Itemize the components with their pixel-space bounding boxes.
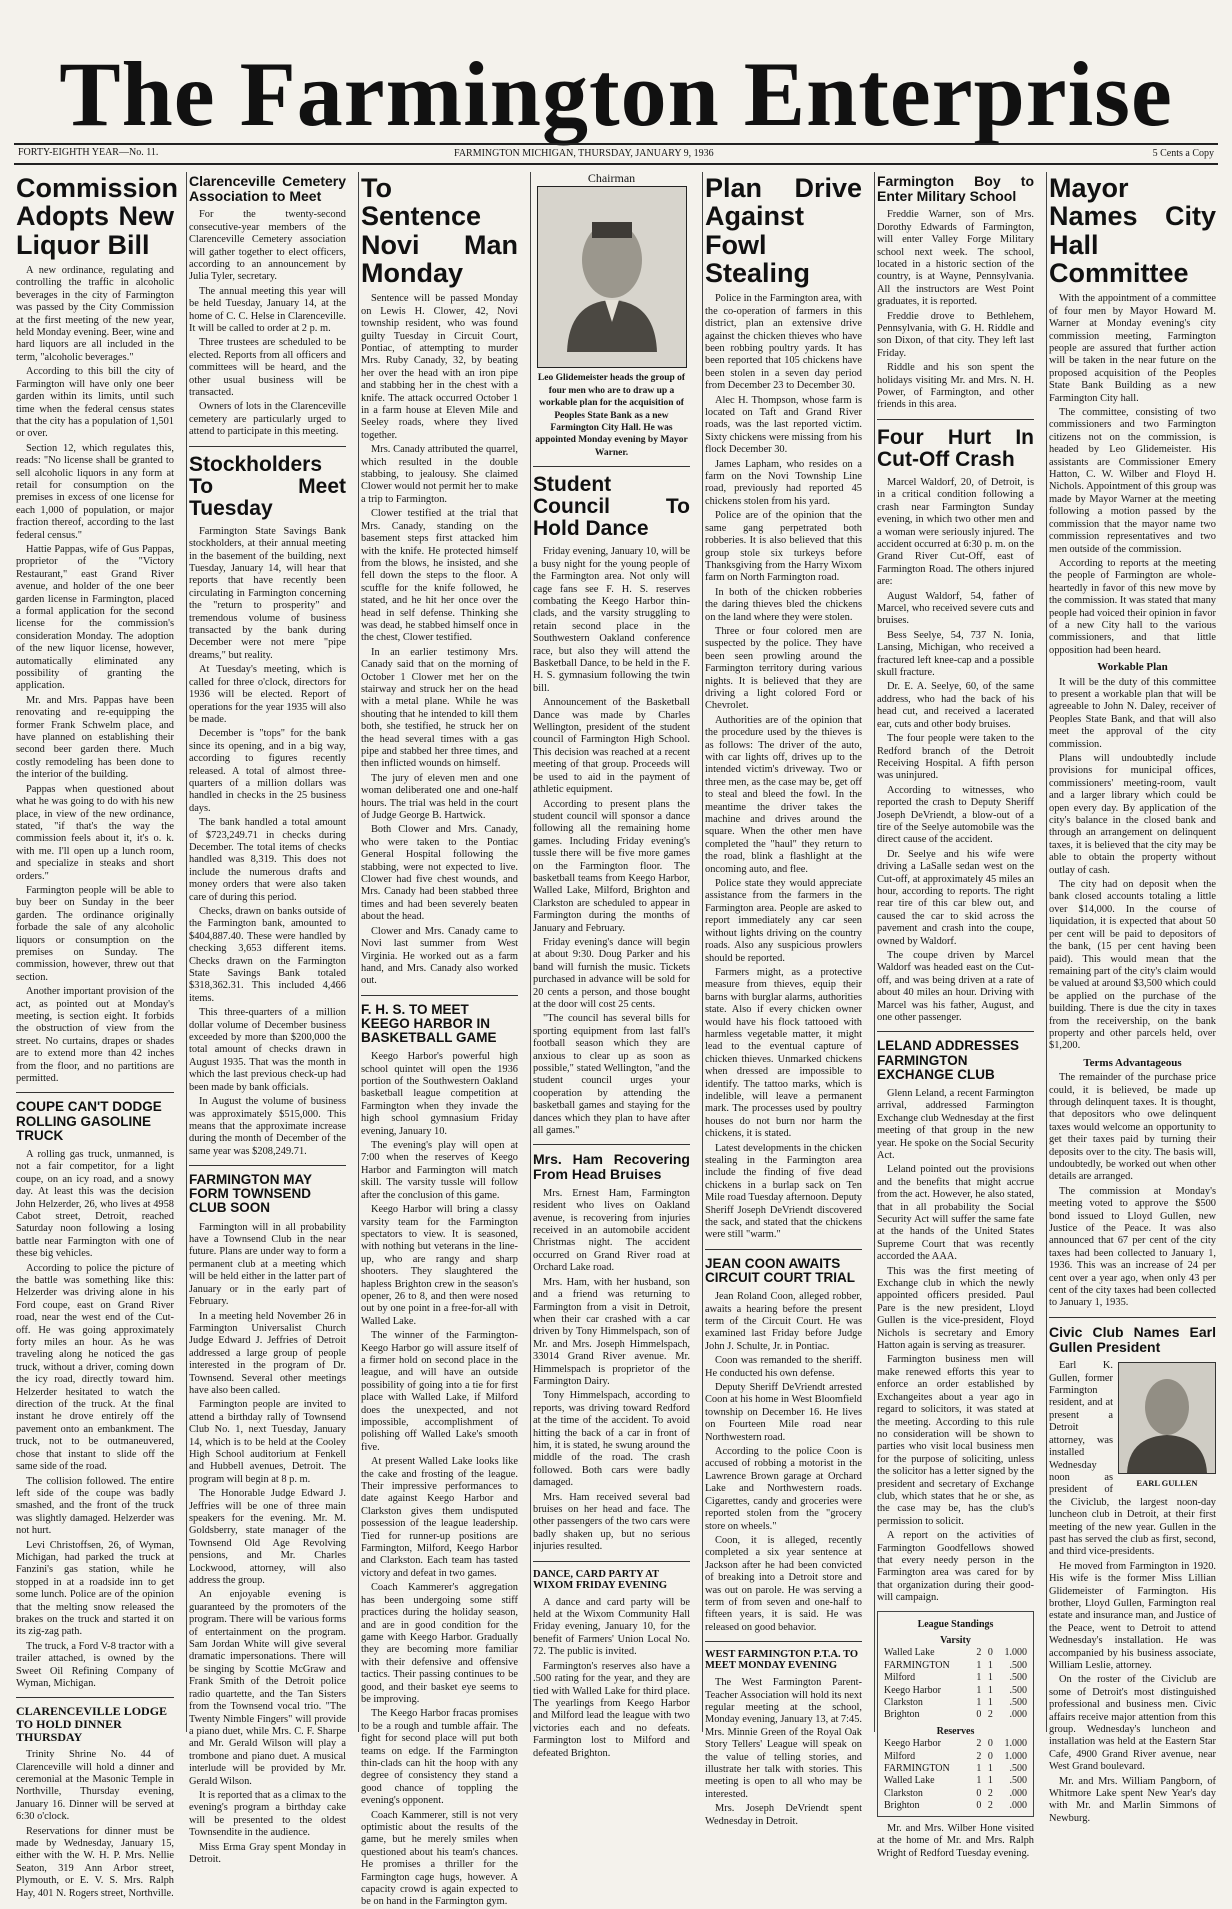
paragraph: In August the volume of business was approximately $515,000. This means that the approximate increase during the month of December of the same year was $208,249.71.	[189, 1096, 346, 1157]
paragraph: Trinity Shrine No. 44 of Clarenceville will hold a dinner and ceremonial at the Masonic Temple in Northville, Thursday evening, January 16. Dinner will be served at 6:30 o'clock.	[16, 1749, 174, 1823]
paragraph: A new ordinance, regulating and controlling the traffic in alcoholic beverages in the city of Farmington was passed by the City Commission at the first meeting of the new year, held Monday evening. Beer, wine and hard liquors are all included in the term, "alcoholic beverages."	[16, 265, 174, 363]
price: 5 Cents a Copy	[1152, 148, 1214, 159]
headline-cutoff-crash: Four Hurt In Cut-Off Crash	[877, 425, 1034, 471]
team-stat: 1	[976, 1672, 982, 1684]
paragraph: The collision followed. The entire left side of the coupe was badly smashed, and the front of the truck was slightly damaged. Helzerder was not hurt.	[16, 1475, 174, 1537]
paragraph: Latest developments in the chicken stealing in the Farmington area include the finding of five dead chickens in a burlap sack on Ten Mile road Tuesday afternoon. Deputy Sheriff Joseph DeVriendt discovered the sack, and stated that the chickens were still "warm."	[705, 1142, 862, 1241]
standings-row	[882, 1709, 1029, 1721]
paragraph: Mr. and Mrs. Pappas have been renovating and re-equipping the former Frank Schwelm place, and have planned on establishing their second beer garden there. Much costly remodeling has been done to the interior of the building.	[16, 694, 174, 781]
team-stat: 2	[987, 1709, 993, 1721]
team-stat: 2	[976, 1750, 982, 1762]
standings-row	[882, 1800, 1029, 1812]
team-stat: 0	[976, 1709, 982, 1721]
paragraph: For the twenty-second consecutive-year members of the Clarenceville Cemetery association will gather together to elect officers, according to an announcement by Julia Tyler, secretary.	[189, 209, 346, 283]
article-body	[361, 293, 518, 987]
paragraph: Mrs. Ham, with her husband, son and a friend was returning to Farmington from a visit in Detroit, when their car crashed with a car driven by Tony Himmelspach, son of Mr. and Mrs. Joseph Himmelspach, 33014 Grand River avenue. Mr. Himmelspach is proprietor of the Farmington Dairy.	[533, 1276, 690, 1387]
standings-row	[882, 1685, 1029, 1697]
standings-varsity-label: Varsity	[940, 1635, 971, 1647]
team-stat: 0	[976, 1800, 982, 1812]
headline-civic-club: Civic Club Names Earl Gullen President	[1049, 1323, 1216, 1355]
paragraph: Keego Harbor's powerful high school quintet will open the 1936 portion of the Southwestern Oakland basketball league competition at Farmington when they invade the high school gymnasium Friday evening, January 10.	[361, 1051, 518, 1137]
paragraph: With the appointment of a committee of four men by Mayor Howard M. Warner at Monday evening's city commission meeting, Farmington people are assured that further action will be taken in the near future on the proposed acquisition of the Peoples State Bank Building as a new Farmington City hall.	[1049, 293, 1216, 404]
standings-title: League Standings	[917, 1618, 994, 1630]
paragraph: Jean Roland Coon, alleged robber, awaits a hearing before the present term of the Circuit Court. He was examined last Friday before Judge John J. Schulte, Jr. in Pontiac.	[705, 1291, 862, 1352]
divider	[16, 1697, 174, 1698]
paragraph: The winner of the Farmington-Keego Harbor go will assure itself of a firmer hold on second place in the league, and will have an outside possibility of going into a tie for first place with Walled Lake, if Milford does the unexpected, and not impossible, accomplishment of polishing off Walled Lake's smooth five.	[361, 1330, 518, 1453]
headline-townsend: FARMINGTON MAY FORM TOWNSEND CLUB SOON	[189, 1172, 312, 1216]
article-body	[877, 477, 1034, 1024]
column-1	[14, 172, 179, 1899]
paragraph: At Tuesday's meeting, which is called for three o'clock, directors for 1936 will be elected. Report of operations for the year 1935 will also be made.	[189, 664, 346, 725]
article-body	[705, 1291, 862, 1634]
paragraph: A report on the activities of Farmington Goodfellows showed that every needy person in the Farmington area was cared for by that organization during their good-will campaign.	[877, 1530, 1034, 1604]
paragraph: Section 12, which regulates this, reads: "No license shall be granted to sell alcoholic liquors in any form at retail for consumption on the premises in excess of one license for each 1,000 of population, or major fraction thereof, according to the last federal census."	[16, 442, 174, 541]
team-name: Clarkston	[884, 1697, 923, 1709]
team-stat: 1	[976, 1659, 982, 1671]
gullen-photo	[1118, 1362, 1216, 1474]
divider	[533, 1144, 690, 1145]
paragraph: According to the police Coon is accused of robbing a motorist in the Lawrence Brown garage at Orchard Lake and Northwestern roads. Cigarettes, candy and groceries were reported stolen from the "grocery store on wheels."	[705, 1446, 862, 1532]
paragraph: The city had on deposit when the bank closed accounts totaling a little over $14,000. In the course of liquidation, it is expected that about 50 per cent will be paid to depositors of the bank, (15 per cent having been paid). This would mean that the remaining part of the city's claim would be valued at around $3,500 which could be applied on the purchase of the building. There is due the city in taxes from the receivership, on the bank property and other parcels held, over $1,200.	[1049, 879, 1216, 1052]
headline-cemetery: Clarenceville Cemetery Association to Meet	[189, 173, 346, 204]
paragraph: Farmington business men will make renewed efforts this year to enforce an order established by Exchangeites about a year ago in regard to solicitors, it was stated at the meeting. According to this rule no consideration will be shown to parties who visit local business men for the purpose of soliciting, unless the solicitor has a letter signed by the president and secretary of Exchange club, which states that he or she, as the case may be, has the club's permission to solicit.	[877, 1354, 1034, 1527]
divider	[877, 419, 1034, 420]
article-body	[877, 209, 1034, 412]
portrait-icon	[1119, 1363, 1215, 1473]
paragraph: The bank handled a total amount of $723,249.71 in checks during December. The total items of checks handled was 8,319. This does not include the numerous drafts and money orders that were also taken care of during this period.	[189, 817, 346, 903]
team-stat: 1.000	[1004, 1750, 1027, 1762]
paragraph: December is "tops" for the bank since its opening, and in a big way, according to figures recently released. A total of almost three-quarters of a million dollars was handled in checks in the 25 business days.	[189, 728, 346, 814]
paragraph: A rolling gas truck, unmanned, is not a fair competitor, for a light coupe, on an icy road, and a snowy day. At least this was the decision John Helzerder, 26, who lives at 4958 Cabot street, Detroit, reached Saturday noon following a losing battle near Farmington with one of these big vehicles.	[16, 1148, 174, 1260]
divider	[877, 1031, 1034, 1032]
paragraph: The truck, a Ford V-8 tractor with a trailer attached, is owned by the Sweet Oil Refining Company of Wyman, Michigan.	[16, 1640, 174, 1690]
paragraph: Freddie drove to Bethlehem, Pennsylvania, with G. H. Riddle and son Dixon, of that city. They left last Friday.	[877, 310, 1034, 359]
team-stat: .500	[1009, 1697, 1027, 1709]
team-name: Keego Harbor	[884, 1738, 941, 1750]
divider	[533, 466, 690, 467]
paragraph: Keego Harbor will bring a classy varsity team for the Farmington spectators to view. It is seasoned, with nothing but veterans in the line-up, who are rangy and sharp shooters. They slaughtered the hapless Brighton crew in the season's opener, 26 to 8, and then were nosed out by one point in a free-for-all with Walled Lake.	[361, 1204, 518, 1327]
standings-row	[882, 1647, 1029, 1659]
paragraph: August Waldorf, 54, father of Marcel, who received severe cuts and bruises.	[877, 590, 1034, 627]
article-body	[1049, 677, 1216, 1053]
team-name: Clarkston	[884, 1787, 923, 1799]
team-stat: 2	[987, 1800, 993, 1812]
paragraph: Sentence will be passed Monday on Lewis H. Clower, 42, Novi township resident, who was found guilty Tuesday in Circuit Court, Pontiac, of attempting to murder Mrs. Ruby Canady, 32, by beating her over the head with an iron pipe and stabbing her in the chest with a knife. The attack occurred October 1 in a farm house at Eleven Mile and Seeley roads, where they lived together.	[361, 293, 518, 441]
headline-pta: WEST FARMINGTON P.T.A. TO MEET MONDAY EVENING	[705, 1649, 859, 1672]
paragraph: Bess Seelye, 54, 737 N. Ionia, Lansing, Michigan, who received a fractured left knee-cap and a possible skull fracture.	[877, 629, 1034, 679]
gullen-photo-caption: EARL GULLEN	[1136, 1478, 1198, 1489]
paragraph: James Lapham, who resides on a farm on the Novi Township Line road, previously had reported 45 chickens stolen from his yard.	[705, 458, 862, 507]
paragraph: Clower testified at the trial that Mrs. Canady, standing on the basement steps first attacked him with the knife. He protected himself from the blows, he insisted, and she fell down the steps to the floor. A scuffle for the knife followed, he stated, and he hit her once over the head in self defense. Thinking she was dead, he stabbed himself once in the chest, Clower testified.	[361, 508, 518, 644]
paragraph: The commission at Monday's meeting voted to approve the $500 bond issued to Lloyd Gullen, new Justice of the Peace. It was also announced that 67 per cent of the city taxes had been collected to January 1, 1936. This was an increase of 24 per cent over a year ago, when only 43 per cent of the city taxes had been collected to January 1, 1935.	[1049, 1185, 1216, 1309]
headline-wixom-dance: DANCE, CARD PARTY AT WIXOM FRIDAY EVENING	[533, 1568, 667, 1591]
paragraph: Farmington people will be able to buy beer on Sunday in the beer garden. The ordinance originally forbade the sale of any alcoholic liquors or consumption on the premises on Sunday. The commission, however, threw out that section.	[16, 884, 174, 983]
headline-leland: LELAND ADDRESSES FARMINGTON EXCHANGE CLUB	[877, 1038, 1020, 1082]
paragraph: Pappas when questioned about what he was going to do with his new place, in view of the new ordinance, stated, "if that's the way the commission feels about it, it's o. k. with me. I'll open up a lunch room, and specialize in steaks and short orders."	[16, 783, 174, 882]
paragraph: According to police the picture of the battle was something like this: Helzerder was driving alone in his Ford coupe, east on Grand River road, near the west end of the Cut-off. He was going approximately forty miles an hour. As he was traveling along he noticed the gas truck, without a driver, coming down the icy road, directly toward him. Helzerder hesitated to watch the direction of the truck. At the final instant he drove entirely off the pavement onto an embankment. The truck, not to be outmaneuvered, chose that instant to slide off the same side of the road.	[16, 1262, 174, 1473]
headline-lodge-dinner: CLARENCEVILLE LODGE TO HOLD DINNER THURSDAY	[16, 1704, 168, 1744]
team-stat: .500	[1009, 1659, 1027, 1671]
paragraph: Coach Kammerer's aggregation has been undergoing some stiff practices during the holiday season, and are in good condition for the game with Keego Harbor. Gradually they are becoming more familiar with their defensive and offensive tactics. Their passing continues to be good, and their basket eye seems to be improving.	[361, 1582, 518, 1705]
paragraph: Leland pointed out the provisions and the benefits that might accrue from the act. However, he also stated, that in all probability the Social Security Act will suffer the same fate at the hands of the United States Supreme Court that was recently accorded the AAA.	[877, 1164, 1034, 1263]
headline-keego-harbor: F. H. S. TO MEET KEEGO HARBOR IN BASKETBALL GAME	[361, 1001, 497, 1046]
team-name: Keego Harbor	[884, 1684, 941, 1696]
paragraph: An enjoyable evening is guaranteed by the promoters of the program. There will be various forms of entertainment on the program. Sam Jordan White will give several dramatic impersonations. There will be singing by Scottie McGraw and Frank Smith of the Detroit police radio quartette, and the Tan Sisters from the Townsend vocal trio. "The Twenty Nimble Fingers" will provide a piano duet, while Mrs. C. F. Sharpe and Mr. Gerald Wilson will play a trombone and piano duet. A musical interlude will be provided by Mr. Gerald Wilson.	[189, 1589, 346, 1787]
paragraph: Mrs. Ham received several bad bruises on her head and face. The other passengers of the two cars were badly shaken up, but no serious injuries resulted.	[533, 1491, 690, 1553]
team-stat: 1.000	[1004, 1647, 1027, 1659]
paragraph: Dr. Seelye and his wife were driving a LaSalle sedan west on the Cut-off, at approximately 45 miles an hour, according to reports. The right rear tire of this car blew out, and caused the car to skid across the pavement and crash into the coupe, owned by Waldorf.	[877, 848, 1034, 947]
paragraph: Farmington's reserves also have a .500 rating for the year, and they are tied with Walled Lake for third place. The yearlings from Keego Harbor and Milford lead the league with two victories each and no defeats. Farmington lost to Milford and defeated Brighton.	[533, 1660, 690, 1759]
article-body	[189, 1222, 346, 1867]
photo-caption: Leo Glidemeister heads the group of four men who are to draw up a workable plan for the acquisition of Peoples State Bank as a new Farmington City Hall. He was appointed Monday evening by Mayor Warner.	[535, 373, 688, 458]
paragraph: Miss Erma Gray spent Monday in Detroit.	[189, 1841, 346, 1865]
dateline-bar	[14, 143, 1218, 165]
divider	[361, 995, 518, 996]
headline-jean-coon: JEAN COON AWAITS CIRCUIT COURT TRIAL	[705, 1255, 855, 1286]
paragraph: Plans will undoubtedly include provisions for municipal offices, commissioners' meeting-room, vault and a larger library which could be open every day. By application of the city's balance in the closed bank and through an arrangement on delinquent taxes, it is believed that the city may be able to obtain the property without outlay of cash.	[1049, 753, 1216, 876]
standings-row	[882, 1763, 1029, 1775]
paragraph: Reservations for dinner must be made by Wednesday, January 15, either with the W. H. P. Mrs. Nellie Seaton, 319 Ann Arbor street, Plymouth, or E. V. S. Mrs. Ralph Hay, 401 N. Rogers street, Northville.	[16, 1825, 174, 1899]
headline-stockholders: Stockholders To Meet Tuesday	[189, 452, 346, 520]
article-body	[1049, 293, 1216, 657]
paragraph: In an earlier testimony Mrs. Canady said that on the morning of October 1 Clower met her on the stairway and struck her on the head with a metal plane. While he was shouting that he intended to kill them both, she testified, he struck her on the head several times with a gas pipe and stabbed her three times, and then inflicted wounds on himself.	[361, 646, 518, 770]
paragraph: The Keego Harbor fracas promises to be a rough and tumble affair. The fight for second place will put both teams on edge. If the Farmington thin-clads can hit the hoop with any degree of consistency they stand a good chance of toppling the evening's opponent.	[361, 1708, 518, 1807]
paragraph: Deputy Sheriff DeVriendt arrested Coon at his home in West Bloomfield township on December 16. He lives on Fourteen Mile road near Northwestern road.	[705, 1382, 862, 1443]
paragraph: Three trustees are scheduled to be elected. Reports from all officers and committees will be heard, and the other usual business will be transacted.	[189, 337, 346, 399]
team-stat: 1	[976, 1684, 982, 1696]
team-stat: 2	[987, 1787, 993, 1799]
team-name: Milford	[884, 1750, 916, 1762]
article-body	[189, 209, 346, 438]
team-stat: .000	[1009, 1709, 1027, 1721]
paragraph: The Honorable Judge Edward J. Jeffries will be one of three main speakers for the evening. Mr. M. Goldsberry, state manager of the Townsend Old Age Revolving pensions, and Mr. Charles Lockwood, attorney, will also address the group.	[189, 1488, 346, 1587]
paragraph: Alec H. Thompson, whose farm is located on Taft and Grand River roads, was the last reported victim. Sixty chickens were missing from his flock December 30.	[705, 394, 862, 456]
standings-row	[882, 1697, 1029, 1709]
team-stat: .500	[1009, 1684, 1027, 1696]
headline-sentence: To Sentence Novi Man Monday	[361, 173, 518, 289]
team-name: Milford	[884, 1672, 916, 1684]
paragraph: He moved from Farmington in 1920. His wife is the former Miss Lillian Glidemeister of Farmington. His brother, Lloyd Gullen, Farmington real estate and insurance man, and Justice of the Peace, went to Detroit to attend Wednesday's installation. He was accompanied by his business associate, William Leslie, attorney.	[1049, 1560, 1216, 1671]
paragraph: Coon was remanded to the sheriff. He conducted his own defense.	[705, 1355, 862, 1379]
paragraph: It will be the duty of this committee to present a workable plan that will be agreeable to John N. Daley, receiver of Peoples State Bank, and that will also meet the approval of the city commission.	[1049, 676, 1216, 750]
paragraph: Both Clower and Mrs. Canady, who were taken to the Pontiac General Hospital following the stabbing, were not expected to live. Clower had five chest wounds, and Mrs. Canady had been stabbed three times and had been severely beaten about the head.	[361, 824, 518, 923]
team-stat: .500	[1009, 1672, 1027, 1684]
paragraph: Coon, it is alleged, recently completed a six year sentence at Jackson after he had been convicted of breaking into a Detroit store and was out on parole. He was serving a term of from seven and one-half to fifteen years, it is said. He was released on good behavior.	[705, 1534, 862, 1633]
paragraph: Farmington will in all probability have a Townsend Club in the near future. Plans are under way to form a permanent club at a meeting which will be held either in the latter part of January or in the early part of February.	[189, 1221, 346, 1308]
paragraph: Checks, drawn on banks outside of the Farmington bank, amounted to $404,887.40. These were handled by checking 3,653 different items. Checks drawn on the Farmington State Savings Bank totaled $318,362.31. This included 4,466 items.	[189, 906, 346, 1004]
team-stat: 0	[987, 1750, 993, 1762]
team-stat: 1	[987, 1672, 993, 1684]
paragraph: Three or four colored men are suspected by the police. They have been seen prowling around the Farmington territory during various nights. It is believed that they are driving a light colored Ford or Chevrolet.	[705, 625, 862, 712]
paragraph: Mrs. Joseph DeVriendt spent Wednesday in Detroit.	[705, 1803, 862, 1827]
paragraph: Friday evening's dance will begin at about 9:30. Doug Parker and his band will furnish the music. Tickets purchased in advance will be sold for 20 cents a person, and those bought at the door will cost 25 cents.	[533, 936, 690, 1011]
standings-row	[882, 1751, 1029, 1763]
team-stat: 0	[976, 1787, 982, 1799]
divider	[705, 1641, 862, 1642]
team-stat: 1.000	[1004, 1738, 1027, 1750]
team-stat: 1	[976, 1775, 982, 1787]
column-5	[702, 172, 864, 1827]
photo-label: Chairman	[587, 171, 636, 185]
paragraph: Friday evening, January 10, will be a busy night for the young people of the Farmington area. Not only will cage fans see F. H. S. reserves combating the Keego Harbor thin-clads, and the varsity struggling to retain second place in the Southwestern Oakland conference race, but also they will attend the Basketball Dance, to be held in the F. H. S. gymnasium following the twin bill.	[533, 546, 690, 694]
paragraph: According to witnesses, who reported the crash to Deputy Sheriff Joseph DeVriendt, a blow-out of a tire of the Seelye automobile was the direct cause of the accident.	[877, 784, 1034, 846]
team-name: Walled Lake	[884, 1647, 935, 1659]
article-body	[16, 1149, 174, 1690]
team-name: Walled Lake	[884, 1775, 935, 1787]
divider	[705, 1249, 862, 1250]
paragraph: The committee, consisting of two commissioners and two Farmington citizens not on the commission, is headed by Leo Glidemeister. His assistants are Commissioner Emery Hatton, C. W. Wilber and Floyd H. Nichols. Appointment of this group was made by Mayor Warner at the meeting following a motion passed by the commission that the mayor name two commission representatives and two men outside of the commission.	[1049, 407, 1216, 555]
divider	[16, 1092, 174, 1093]
divider	[189, 1165, 346, 1166]
team-stat: 2	[976, 1647, 982, 1659]
paragraph: Tony Himmelspach, according to reports, was driving toward Redford at the time of the accident. To avoid hitting the back of a car in front of him, it is stated, he swung around the middle of the road. The crash followed. Both cars were badly damaged.	[533, 1390, 690, 1489]
personal-note: Mr. and Mrs. Wilber Hone visited at the home of Mr. and Mrs. Ralph Wright of Redford Tuesday evening.	[877, 1822, 1034, 1859]
team-stat: 1	[987, 1659, 993, 1671]
standings-row	[882, 1738, 1029, 1750]
paragraph: Farmington people are invited to attend a birthday rally of Townsend Club No. 1, next Tuesday, January 14, which is to be held at the Cooley High School auditorium at Fenkell and Hubbell avenues, Detroit. The program will begin at 8 p. m.	[189, 1399, 346, 1485]
paragraph: Authorities are of the opinion that the procedure used by the thieves is as follows: The driver of the auto, with car lights off, drives up to the intended victim's driveway. Two or three men, as the case may be, get off to steal and bleed the fowl. In the meantime the driver takes the machine and drives around the square. When the other men have completed the "haul" they return to the road, blink a flashlight at the oncoming auto, and flee.	[705, 714, 862, 875]
article-body	[361, 1051, 518, 1909]
paragraph: The jury of eleven men and one woman deliberated one and one-half hours. The trial was held in the court of Judge George B. Hartwick.	[361, 772, 518, 822]
paragraph: Mrs. Ernest Ham, Farmington resident who lives on Oakland avenue, is recovering from injuries received in an automobile accident Christmas night. The accident occurred on Grand River road at Orchard Lake road.	[533, 1187, 690, 1274]
team-stat: .000	[1009, 1800, 1027, 1812]
paragraph: "The council has several bills for sporting equipment from last fall's football season which they are anxious to clear up as soon as possible," stated Wellington, "and the student council urges your cooperation by attending the basketball games and staying for the dances which they plan to have after all games."	[533, 1013, 690, 1137]
paragraph: Police state they would appreciate assistance from the farmers in the Farmington area. People are asked to report immediately any car seen without lights driving on the country roads. Also any suspicious prowlers should be reported.	[705, 878, 862, 964]
paragraph: It is reported that as a climax to the evening's program a birthday cake will be presented to the oldest Townsendite in the audience.	[189, 1789, 346, 1839]
paragraph: According to reports at the meeting the people of Farmington are whole-heartedly in favor of this new move by the commission. It was stated that many people had voiced their opinion in favor of a new City hall to the various commissioners, and that little opposition had been heard.	[1049, 557, 1216, 656]
divider	[189, 446, 346, 447]
paragraph: The coupe driven by Marcel Waldorf was headed east on the Cut-off, and was being driven at a rate of about 40 miles an hour. Driving with Marcel was his father, August, and one other passenger.	[877, 950, 1034, 1024]
subhead-workable-plan: Workable Plan	[1097, 661, 1168, 674]
team-stat: 1	[976, 1763, 982, 1775]
paragraph: Farmington State Savings Bank stockholders, at their annual meeting in the basement of the building, next Tuesday, January 14, will hear that reports that have recently been circulating in Farmington concerning the "return to prosperity" and tremendous volume of business transacted by the bank during December were not mere "pipe dreams," but reality.	[189, 525, 346, 661]
paragraph: Freddie Warner, son of Mrs. Dorothy Edwards of Farmington, will enter Valley Forge Military school next week. The school, located in a historic section of the country, is at Wayne, Pennsylvania. All the instructors are West Point graduates, it is reported.	[877, 209, 1034, 308]
paragraph: Owners of lots in the Clarenceville cemetery are particularly urged to attend to participate in this meeting.	[189, 401, 346, 438]
paragraph: In both of the chicken robberies the daring thieves bled the chickens on the land where they were stolen.	[705, 586, 862, 623]
divider	[1049, 1317, 1216, 1318]
paragraph: A dance and card party will be held at the Wixom Community Hall Friday evening, January 10, for the benefit of Farmers' Union Local No. 72. The public is invited.	[533, 1596, 690, 1658]
volume-number: FORTY-EIGHTH YEAR—No. 11.	[18, 147, 159, 158]
article-body	[705, 1677, 862, 1828]
paragraph: The four people were taken to the Redford branch of the Detroit Receiving Hospital. A fifth person was uninjured.	[877, 733, 1034, 782]
article-body	[877, 1088, 1034, 1605]
headline-military-school: Farmington Boy to Enter Military School	[877, 173, 1034, 204]
league-standings-box	[877, 1611, 1034, 1817]
paragraph: Another important provision of the act, as pointed out at Monday's meeting, is section eight. It forbids the obstruction of view from the street. No curtains, drapes or shades are to extend more than 42 inches from the floor, and no partitions are permitted.	[16, 986, 174, 1085]
headline-liquor-bill: Commission Adopts New Liquor Bill	[16, 173, 179, 260]
paragraph: Earl K. Gullen, former Farmington resident, and at present a Detroit attorney, was installed Wednesday noon as president of the Civiclub, the largest noon-day luncheon club in Detroit, at their first meeting of the new year. Gullen in the past has served the club as first, second, and third vice-presidents.	[1049, 1360, 1216, 1558]
column-3	[358, 172, 520, 1908]
paragraph: The evening's play will open at 7:00 when the reserves of Keego Harbor and Farmington will match skill. The varsity tussle will follow after the conclusion of this game.	[361, 1140, 518, 1201]
paragraph: Riddle and his son spent the holidays visiting Mr. and Mrs. N. H. Power, of Farmington, and other friends in this area.	[877, 362, 1034, 411]
paragraph: Hattie Pappas, wife of Gus Pappas, proprietor of the "Victory Restaurant," east Grand River avenue, and holder of the one beer garden license in Farmington, placed a formal application for the second license for the commission's consideration Monday. The adoption of the new liquor license, however, automatically eliminated any possibility of granting the application.	[16, 543, 174, 692]
headline-fowl-stealing: Plan Drive Against Fowl Stealing	[705, 173, 862, 289]
team-stat: 1	[987, 1697, 993, 1709]
team-stat: 1	[976, 1697, 982, 1709]
paragraph: This was the first meeting of Exchange club in which the newly appointed officers presided. Paul Pare is the new president, Lloyd Gullen is the vice-president, Floyd Nichols is secretary and Emory Hatton again is serving as treasurer.	[877, 1265, 1034, 1352]
headline-coupe: COUPE CAN'T DODGE ROLLING GASOLINE TRUCK	[16, 1099, 162, 1143]
paragraph: This three-quarters of a million dollar volume of December business exceeded by more than $200,000 the total amount of checks drawn in August 1935. That was the month in which the last previous check-up had been made by bank officials.	[189, 1007, 346, 1093]
paragraph: Farmers might, as a protective measure from thieves, equip their barns with burglar alarms, authorities state. Also if every chicken owner would have his flock tattooed with harmless vegetable matter, it might lead to the eventual capture of chicken thieves. Unmarked chickens when dressed are impossible to identify. The tattoo marks, which is indelible, will leave a permanent mark. The processes used by poultry houses do not burn nor harm the chickens, it is stated.	[705, 966, 862, 1140]
reserves-standings-table	[882, 1738, 1029, 1812]
standings-row	[882, 1660, 1029, 1672]
column-6	[874, 172, 1036, 1859]
column-4	[530, 171, 692, 1759]
article-body	[533, 1597, 690, 1760]
article-body	[16, 265, 174, 1085]
team-stat: 1	[987, 1684, 993, 1696]
dateline: FARMINGTON MICHIGAN, THURSDAY, JANUARY 9, 1936	[454, 148, 714, 159]
column-7	[1046, 172, 1218, 1824]
paragraph: The remainder of the purchase price could, it is believed, be made up through delinquent taxes. It is thought, that depositors who owe delinquent taxes would welcome an opportunity to get their taxes paid by turning their deposits over to the city. The basis will, undoubtedly, be worked out when other details are arranged.	[1049, 1072, 1216, 1183]
team-stat: 1	[987, 1763, 993, 1775]
article-body	[1049, 1072, 1216, 1310]
paragraph: The West Farmington Parent-Teacher Association will hold its next regular meeting at the school, Monday evening, January 13, at 7:45. Mrs. Minnie Green of the Royal Oak Story Tellers' League will speak on the value of telling stories, and illustrate her talk with stories. This meeting is open to all who may be interested.	[705, 1677, 862, 1800]
paragraph: In a meeting held November 26 in Farmington Universalist Church Judge Edward J. Jeffries of Detroit addressed a large group of people interested in the program of Dr. Townsend. Several other meetings have also been called.	[189, 1310, 346, 1396]
standings-row	[882, 1775, 1029, 1787]
team-stat: .500	[1009, 1763, 1027, 1775]
paragraph: Glenn Leland, a recent Farmington arrival, addressed Farmington Exchange club Wednesday at the first meeting of that group in the new year. He spoke on the Social Security Act.	[877, 1087, 1034, 1161]
portrait-photo	[537, 186, 687, 368]
team-stat: .500	[1009, 1775, 1027, 1787]
paragraph: Mrs. Canady attributed the quarrel, which resulted in the double stabbing, to jealousy. She claimed Clower would not permit her to make a trip to Farmington.	[361, 444, 518, 505]
article-body	[16, 1749, 174, 1900]
masthead-title: The Farmington Enterprise	[59, 43, 1173, 145]
paragraph: Clower and Mrs. Canady came to Novi last summer from West Virginia. He worked out as a farm hand, and Mrs. Canady also worked out.	[361, 925, 518, 987]
team-stat: 0	[987, 1738, 993, 1750]
article-body	[705, 293, 862, 1241]
team-stat: 0	[987, 1647, 993, 1659]
paragraph: The annual meeting this year will be held Tuesday, January 14, at the home of C. C. Helse in Clarenceville. It will be called to order at 2 p. m.	[189, 285, 346, 335]
paragraph: Police are of the opinion that the same gang perpetrated both robberies. It is also believed that this group stole six turkeys before Thanksgiving from the Harry Wixom farm on North Farmington road.	[705, 510, 862, 584]
article-body	[533, 546, 690, 1137]
article-body	[189, 526, 346, 1158]
team-name: FARMINGTON	[884, 1659, 950, 1671]
portrait-icon	[557, 202, 667, 352]
headline-city-hall: Mayor Names City Hall Committee	[1049, 173, 1216, 289]
paragraph: At present Walled Lake looks like the cake and frosting of the league. Their impressive performances to date against Keego Harbor and Clarkston gives them undisputed possession of the league leadership. Tied for runner-up positions are Farmington, Milford, Keego Harbor and Clarkston. Each team has tasted victory and defeat in two games.	[361, 1456, 518, 1579]
paragraph: Announcement of the Basketball Dance was made by Charles Wellington, president of the student council of Farmington High School. This decision was reached at a recent meeting of that group. Proceeds will be used to aid in the payment of athletic equipment.	[533, 697, 690, 796]
divider	[533, 1561, 690, 1562]
paragraph: According to this bill the city of Farmington will have only one beer garden within its limits, until such time when the federal census states that the city has a population of 1,501 or over.	[16, 366, 174, 440]
standings-row	[882, 1672, 1029, 1684]
team-name: Brighton	[884, 1800, 920, 1812]
article-body	[533, 1188, 690, 1554]
paragraph: Mr. and Mrs. William Pangborn, of Whitmore Lake spent New Year's day with Mr. and Marlin Simmons of Newburg.	[1049, 1775, 1216, 1824]
team-name: FARMINGTON	[884, 1763, 950, 1775]
team-name: Brighton	[884, 1709, 920, 1721]
standings-reserves-label: Reserves	[936, 1725, 975, 1737]
paragraph: Coach Kammerer, still is not very optimistic about the results of the game, but he merely smiles when questioned about his team's chances. He promises a thriller for the Farmington cage hugs, however. A capacity crowd is again expected to be on hand in the Farmington gym.	[361, 1809, 518, 1908]
headline-mrs-ham: Mrs. Ham Recovering From Head Bruises	[533, 1151, 690, 1183]
paragraph: Levi Christoffsen, 26, of Wyman, Michigan, had parked the truck at Fanzini's gas station, while he stopped in at a roadside inn to get some lunch. Police are of the opinion that the melting snow released the brakes on the truck and started it on its zig-zag path.	[16, 1539, 174, 1638]
paragraph: Police in the Farmington area, with the co-operation of farmers in this district, plan an extensive drive against the chicken thieves who have been robbing poultry yards. It has been reported that 105 chickens have been stolen in a seven day period from December 23 to December 30.	[705, 293, 862, 392]
column-2	[186, 172, 348, 1865]
subhead-terms: Terms Advantageous	[1083, 1056, 1182, 1069]
paragraph: Marcel Waldorf, 20, of Detroit, is in a critical condition following a crash near Farmington Sunday evening, in which two other men and a woman were seriously injured. The accident occurred at 6:30 p. m. on the Grand River Cut-Off, east of Farmington Road. The others injured are:	[877, 476, 1034, 588]
team-stat: 2	[976, 1738, 982, 1750]
standings-row	[882, 1788, 1029, 1800]
paragraph: On the roster of the Civiclub are some of Detroit's most distinguished professional and business men. Civic affairs receive major attention from this group. Wednesday's luncheon and installation was held at the Eastern Star Cafe, 4900 Grand River avenue, near West Grand boulevard.	[1049, 1674, 1216, 1773]
varsity-standings-table	[882, 1647, 1029, 1721]
team-stat: 1	[987, 1775, 993, 1787]
headline-student-council: Student Council To Hold Dance	[533, 473, 690, 541]
paragraph: Dr. E. A. Seelye, 60, of the same address, who had the back of his head cut, and received a lacerated ear, cuts and other body bruises.	[877, 681, 1034, 730]
paragraph: According to present plans the student council will sponsor a dance following all the remaining home games. Including Friday evening's tussle there will be five more games on the Farmington floor. The basketball teams from Keego Harbor, Walled Lake, Milford, Brighton and Clarkston are scheduled to appear in Farmington during the months of January and February.	[533, 798, 690, 934]
team-stat: .000	[1009, 1787, 1027, 1799]
